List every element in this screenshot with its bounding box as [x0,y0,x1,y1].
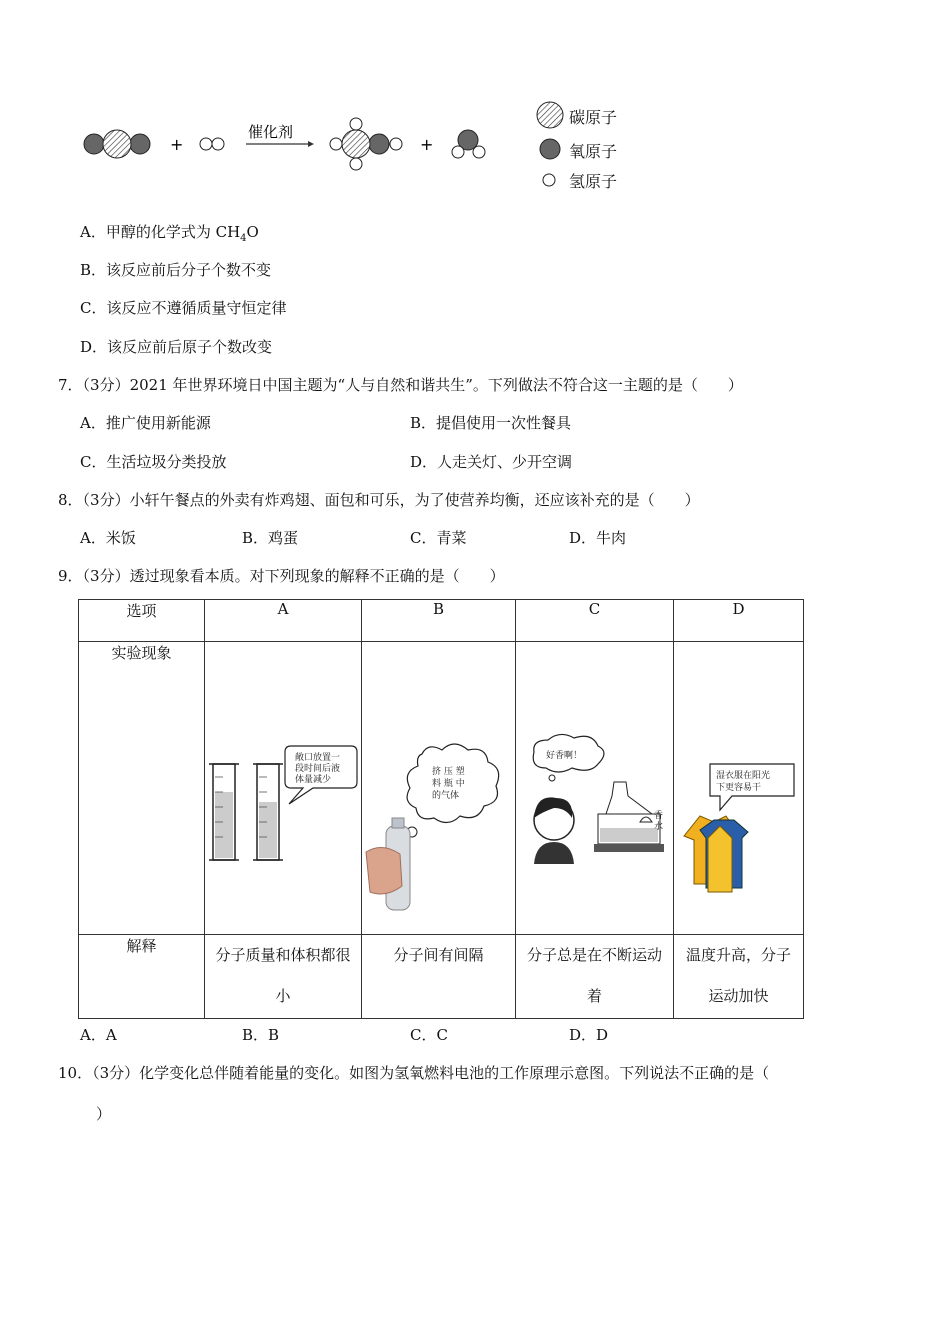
carbon-atom-icon [535,100,567,132]
perfume-label-1: 香 [654,811,664,821]
bubble-a-line-2: 段时间后液 [295,764,341,774]
bubble-a-line-3: 体量减少 [295,775,332,785]
option-text: 人走关灯、少开空调 [437,453,573,471]
oxygen-atom-icon [538,137,564,163]
bubble-d-line-1: 湿衣服在阳光 [716,771,771,781]
q7-option-c[interactable] [80,452,227,472]
bubble-b-line-2: 料 瓶 中 [432,779,465,789]
hydrogen-atom-icon [541,172,559,190]
option-letter: B． [410,414,437,432]
option-text: 青菜 [436,529,467,547]
water-molecule [452,130,485,158]
legend-carbon-label: 碳原子 [569,108,618,127]
q6-option-a[interactable] [80,222,259,249]
option-letter: D． [410,453,438,471]
option-text: 甲醇的化学式为 CH [105,223,241,241]
q6-option-d[interactable] [80,337,272,357]
explanation-b [362,935,516,1019]
q8-option-c[interactable] [410,528,467,548]
legend-hydrogen-label: 氢原子 [569,172,618,191]
option-letter: A． [80,414,106,432]
explanation-a [205,935,362,1019]
row-label-explanation: 解释 [79,935,205,1019]
q9-option-b[interactable] [242,1025,279,1045]
q7-option-d[interactable] [410,452,572,472]
header-cell: A [205,600,362,642]
option-text: 牛肉 [596,529,627,547]
option-text: C [436,1026,448,1044]
explanation-d-line-2: 运动加快 [708,987,769,1005]
explanation-c-line-1: 分子总是在不断运动 [526,946,662,964]
phenomenon-b-cell [362,642,516,935]
header-cell: C [516,600,674,642]
bubble-b-line-1: 挤 压 塑 [432,767,465,777]
option-text: 该反应前后原子个数改变 [107,338,273,356]
q8-option-a[interactable] [80,528,136,548]
graduated-cylinders-illustration [205,642,361,934]
header-cell: B [362,600,516,642]
option-text: D [596,1026,609,1044]
carbon-dioxide-molecule [84,130,150,158]
perfume-label-2: 水 [654,822,664,832]
header-cell: 选项 [79,600,205,642]
bubble-b-line-3: 的气体 [432,791,460,801]
option-text: 该反应不遵循质量守恒定律 [106,299,287,317]
q9-option-d[interactable] [569,1025,608,1045]
q9-option-a[interactable] [80,1025,117,1045]
explanation-c-line-2: 着 [586,987,602,1005]
phenomenon-d-cell [674,642,804,935]
explanation-d-line-1: 温度升高，分子 [685,946,791,964]
plus-sign-2: + [420,135,434,154]
option-text: B [268,1026,280,1044]
option-letter: D． [569,1026,597,1044]
bubble-d-line-2: 下更容易干 [716,783,762,793]
option-text: 该反应前后分子个数不变 [106,261,272,279]
methanol-molecule [330,118,402,170]
option-letter: A． [80,1026,106,1044]
explanation-b-line-1: 分子间有间隔 [393,946,484,964]
perfume-smell-illustration [516,642,673,934]
bubble-a-line-1: 敞口放置一 [295,753,341,763]
option-text: 鸡蛋 [268,529,299,547]
table-header-row [79,600,804,642]
q6-option-c[interactable] [80,298,287,318]
phenomenon-a-cell [205,642,362,935]
q9-stem: 9．（3分）透过现象看本质。对下列现象的解释不正确的是（ ） [58,567,505,585]
option-letter: C． [410,529,437,547]
hydrogen-molecule [200,138,224,150]
option-text: A [105,1026,117,1044]
option-text: 米饭 [105,529,136,547]
q7-option-a[interactable] [80,413,211,433]
q7-option-b[interactable] [410,413,571,433]
option-text: 提倡使用一次性餐具 [436,414,572,432]
squeezed-bottle-illustration [362,642,515,934]
explanation-a-line-1: 分子质量和体积都很 [215,946,351,964]
subscript: 4 [240,233,247,244]
explanation-a-line-2: 小 [275,987,291,1005]
q8-option-d[interactable] [569,528,626,548]
option-letter: C． [80,299,107,317]
option-letter: B． [242,1026,269,1044]
q6-option-b[interactable] [80,260,271,280]
q10-stem-tail: ） [96,1105,112,1123]
option-text-tail: O [246,223,259,241]
q9-option-c[interactable] [410,1025,448,1045]
option-letter: A． [80,223,106,241]
option-letter: C． [80,453,107,471]
option-text: 生活垃圾分类投放 [106,453,227,471]
option-text: 推广使用新能源 [105,414,211,432]
q9-table [78,599,804,1019]
table-row-phenomenon [79,642,804,935]
option-letter: B． [80,261,107,279]
option-letter: D． [569,529,597,547]
phenomenon-c-cell [516,642,674,935]
q8-stem: 8．（3分）小轩午餐点的外卖有炸鸡翅、面包和可乐，为了使营养均衡，还应该补充的是（ ） [58,491,700,509]
bubble-c-text: 好香啊！ [546,751,583,761]
table-row-explanation [79,935,804,1019]
header-cell: D [674,600,804,642]
explanation-d [674,935,804,1019]
option-letter: A． [80,529,106,547]
option-letter: C． [410,1026,437,1044]
drying-clothes-illustration [674,642,803,934]
option-letter: B． [242,529,269,547]
legend [535,100,645,200]
explanation-c [516,935,674,1019]
catalyst-label: 催化剂 [248,123,294,141]
q8-option-b[interactable] [242,528,298,548]
q10-stem: 10．（3分）化学变化总伴随着能量的变化。如图为氢氧燃料电池的工作原理示意图。下列说法不正确的是（ [58,1064,770,1082]
legend-oxygen-label: 氧原子 [569,142,618,161]
option-letter: D． [80,338,108,356]
plus-sign-1: + [170,135,184,154]
row-label-phenomenon: 实验现象 [79,642,205,935]
q7-stem: 7．（3分）2021 年世界环境日中国主题为“人与自然和谐共生”。下列做法不符合这一主题的是（ ） [58,376,743,394]
